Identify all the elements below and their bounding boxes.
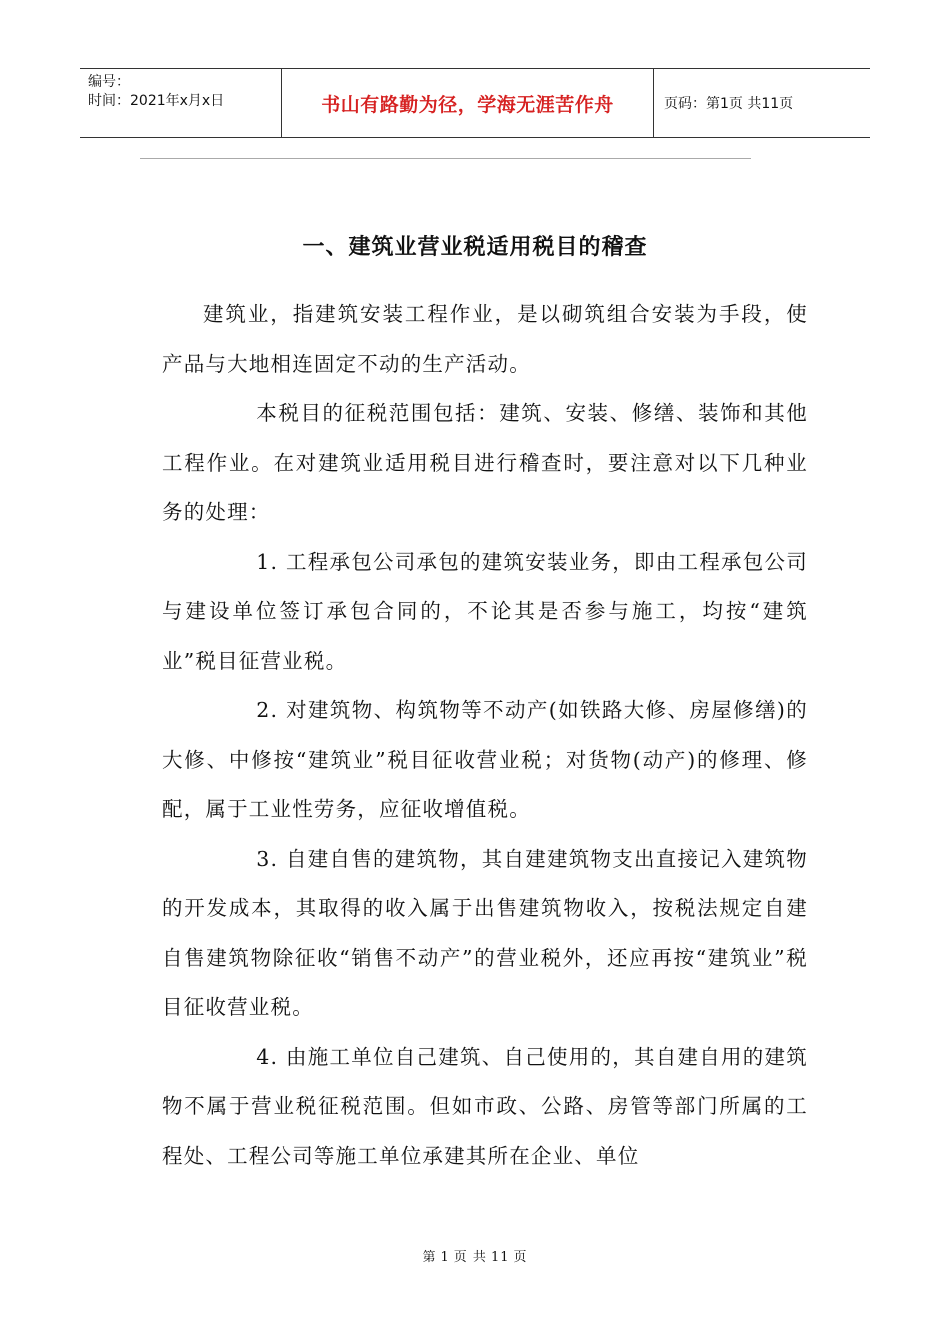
header-divider — [140, 158, 751, 159]
document-number-label: 编号： — [88, 74, 130, 90]
footer-suffix: 页 — [513, 1250, 528, 1265]
footer-page-number: 1 — [440, 1250, 450, 1265]
header-page-cell — [654, 69, 870, 137]
paragraph-item-2: 2. 对建筑物、构筑物等不动产(如铁路大修、房屋修缮)的大修、中修按“建筑业”税目征收营业税；对货物(动产)的修理、修配，属于工业性劳务，应征收增值税。 — [162, 698, 808, 821]
page-footer — [0, 1246, 950, 1265]
page-header — [80, 68, 870, 138]
document-body — [162, 290, 808, 1181]
footer-mid: 页 共 — [453, 1250, 487, 1265]
document-date: 时间：2021年x月x日 — [88, 93, 225, 109]
paragraph-item-4: 4. 由施工单位自己建筑、自己使用的，其自建自用的建筑物不属于营业税征税范围。但如市政、公路、房管等部门所属的工程处、工程公司等施工单位承建其所在企业、单位 — [162, 1044, 808, 1168]
paragraph-definition: 建筑业，指建筑安装工程作业，是以砌筑组合安装为手段，使产品与大地相连固定不动的生产活动。 — [162, 302, 808, 376]
header-motto-cell — [282, 69, 654, 137]
paragraph-item-3: 3. 自建自售的建筑物，其自建建筑物支出直接记入建筑物的开发成本，其取得的收入属于出售建筑物收入，按税法规定自建自售建筑物除征收“销售不动产”的营业税外，还应再按“建筑业”税目征收营业税。 — [162, 846, 808, 1019]
footer-prefix: 第 — [422, 1250, 437, 1265]
paragraph-scope: 本税目的征税范围包括：建筑、安装、修缮、装饰和其他工程作业。在对建筑业适用税目进行稽查时，要注意对以下几种业务的处理： — [162, 401, 808, 524]
paragraph-item-1: 1. 工程承包公司承包的建筑安装业务，即由工程承包公司与建设单位签订承包合同的，不论其是否参与施工，均按“建筑业”税目征营业税。 — [162, 549, 808, 673]
section-title: 一、建筑业营业税适用税目的稽查 — [302, 235, 648, 260]
header-motto: 书山有路勤为径，学海无涯苦作舟 — [321, 93, 614, 116]
header-meta — [80, 69, 282, 137]
footer-total-pages: 11 — [490, 1250, 510, 1265]
header-page-number: 页码：第1页 共11页 — [664, 96, 794, 112]
